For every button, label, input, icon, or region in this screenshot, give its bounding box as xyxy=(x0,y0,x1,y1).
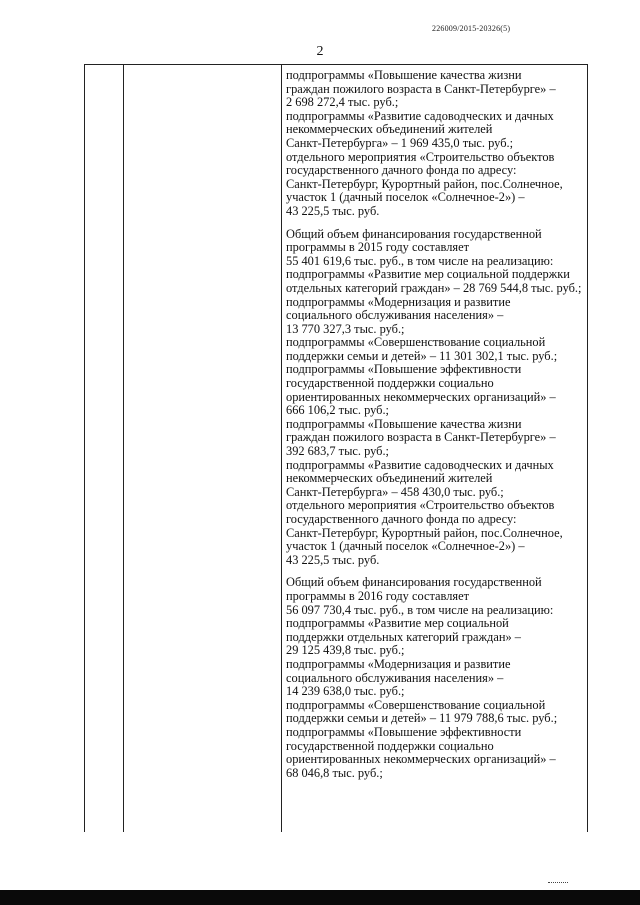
text-line: Общий объем финансирования государственной xyxy=(286,575,542,590)
text-line: ориентированных некоммерческих организаций» – xyxy=(286,752,556,767)
text-line: государственного дачного фонда по адресу: xyxy=(286,512,517,526)
text-line: подпрограммы «Развитие мер социальной поддержки xyxy=(286,267,570,282)
text-line: государственной поддержки социально xyxy=(286,738,494,753)
text-line: Санкт-Петербурга» – 1 969 435,0 тыс. руб.; xyxy=(286,135,514,150)
text-line: 13 770 327,3 тыс. руб.; xyxy=(286,321,405,336)
text-line: поддержки отдельных категорий граждан» – xyxy=(286,629,521,644)
text-line: поддержки семьи и детей» – 11 301 302,1 тыс. руб.; xyxy=(286,348,558,363)
text-line: отдельного мероприятия «Строительство объектов xyxy=(286,498,555,513)
text-line: 43 225,5 тыс. руб. xyxy=(286,203,380,218)
page-number: 2 xyxy=(316,44,324,59)
scan-bottom-edge xyxy=(0,890,640,905)
text-line: поддержки семьи и детей» – 11 979 788,6 тыс. руб.; xyxy=(286,711,558,726)
text-line: 29 125 439,8 тыс. руб.; xyxy=(286,643,405,658)
text-line: подпрограммы «Совершенствование социальной xyxy=(286,697,546,712)
text-line: граждан пожилого возраста в Санкт-Петербурге» – xyxy=(286,430,556,445)
text-line: участок 1 (дачный поселок «Солнечное-2») – xyxy=(286,190,525,205)
column-divider-1 xyxy=(123,65,124,832)
document-registration-number: 226009/2015-20326(5) xyxy=(432,24,511,33)
text-line: 666 106,2 тыс. руб.; xyxy=(286,403,390,418)
text-line: некоммерческих объединений жителей xyxy=(286,471,493,486)
text-line: подпрограммы «Развитие мер социальной xyxy=(286,616,509,631)
text-line: государственной поддержки социально xyxy=(286,376,494,391)
text-line: Общий объем финансирования государственной xyxy=(286,226,542,241)
column-divider-2 xyxy=(281,65,282,832)
text-line: подпрограммы «Совершенствование социальной xyxy=(286,335,546,350)
scan-artifact xyxy=(548,882,568,884)
text-line: Санкт-Петербург, Курортный район, пос.Солнечное, xyxy=(286,525,563,540)
text-line: подпрограммы «Развитие садоводческих и дачных xyxy=(286,457,554,472)
text-line: социального обслуживания населения» – xyxy=(286,308,504,323)
text-line: 55 401 619,6 тыс. руб., в том числе на реализацию: xyxy=(286,253,554,268)
text-line: 14 239 638,0 тыс. руб.; xyxy=(286,684,405,699)
text-line: программы в 2015 году составляет xyxy=(286,240,469,255)
text-line: участок 1 (дачный поселок «Солнечное-2») – xyxy=(286,539,525,554)
text-line: 2 698 272,4 тыс. руб.; xyxy=(286,95,399,110)
text-line: государственного дачного фонда по адресу: xyxy=(286,163,517,178)
text-line: подпрограммы «Повышение качества жизни xyxy=(286,416,522,431)
text-line: Санкт-Петербург, Курортный район, пос.Солнечное, xyxy=(286,176,563,191)
text-line: подпрограммы «Повышение эффективности xyxy=(286,724,522,739)
text-line: 43 225,5 тыс. руб. xyxy=(286,552,380,567)
text-line: ориентированных некоммерческих организаций» – xyxy=(286,389,556,404)
text-line: отдельных категорий граждан» – 28 769 544,8 тыс. руб.; xyxy=(286,280,582,295)
document-table xyxy=(84,64,588,832)
text-line: 392 683,7 тыс. руб.; xyxy=(286,444,390,459)
text-line: 56 097 730,4 тыс. руб., в том числе на реализацию: xyxy=(286,602,554,617)
text-line: Санкт-Петербурга» – 458 430,0 тыс. руб.; xyxy=(286,484,504,499)
text-line: подпрограммы «Модернизация и развитие xyxy=(286,294,511,309)
text-line: отдельного мероприятия «Строительство объектов xyxy=(286,149,555,164)
text-line: 68 046,8 тыс. руб.; xyxy=(286,765,383,780)
text-line: программы в 2016 году составляет xyxy=(286,588,469,603)
text-line: подпрограммы «Развитие садоводческих и дачных xyxy=(286,108,554,123)
text-line: некоммерческих объединений жителей xyxy=(286,122,493,137)
text-line: социального обслуживания населения» – xyxy=(286,670,504,685)
table-text-cell xyxy=(286,69,586,780)
text-line: подпрограммы «Повышение эффективности xyxy=(286,362,522,377)
text-line: подпрограммы «Модернизация и развитие xyxy=(286,656,511,671)
text-line: подпрограммы «Повышение качества жизни xyxy=(286,68,522,82)
text-line: граждан пожилого возраста в Санкт-Петербурге» – xyxy=(286,81,556,96)
